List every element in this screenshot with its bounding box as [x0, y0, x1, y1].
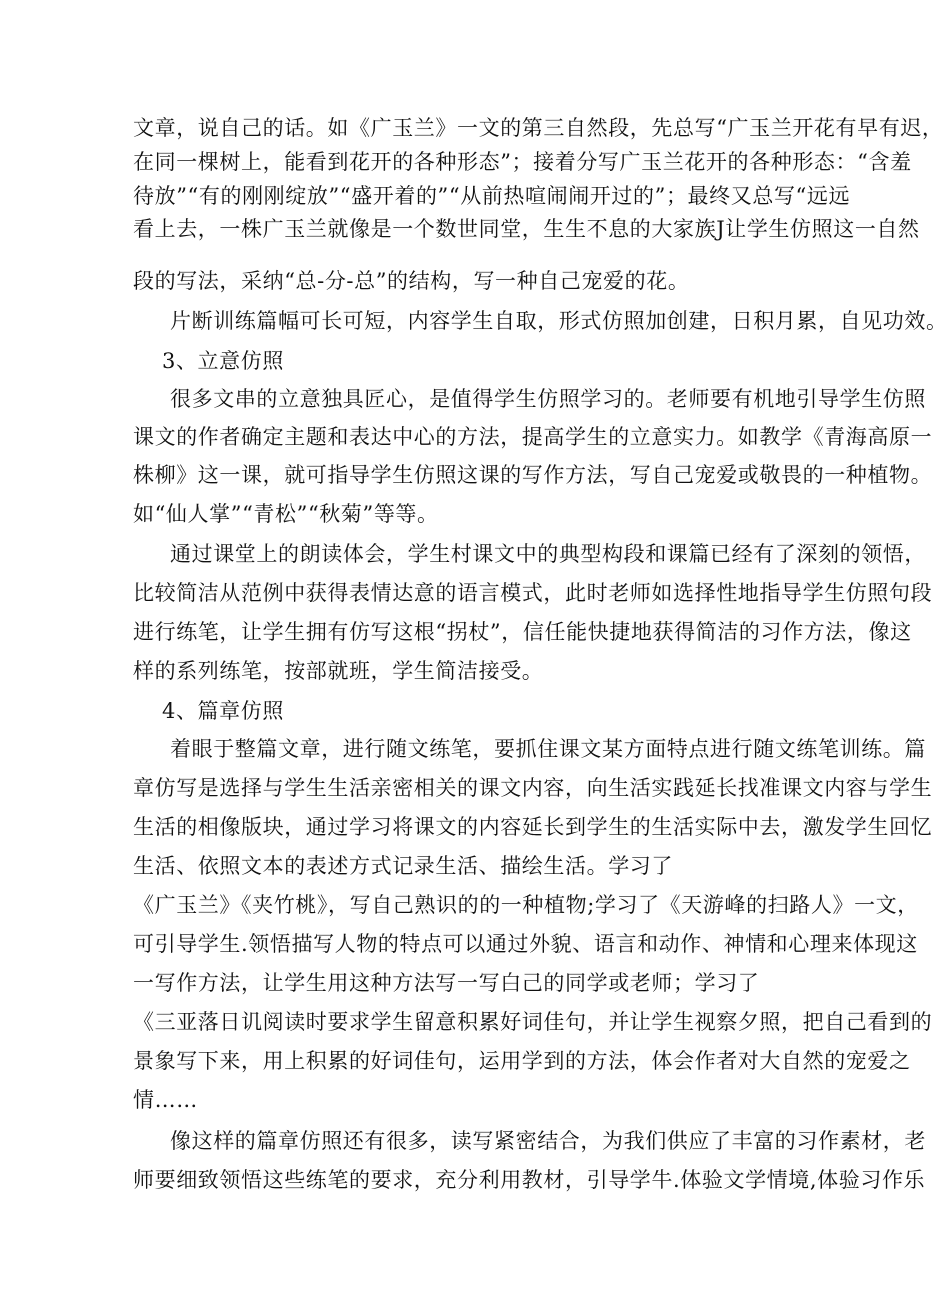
text-line: 看上去，一株广玉兰就像是一个数世同堂，生生不息的大家族J让学生仿照这一自然	[133, 217, 920, 241]
text-line: 章仿写是选择与学生生活亲密相关的课文内容，向生活实践延长找准课文内容与学生	[133, 776, 933, 800]
text-line: 如“仙人掌”“青松”“秋菊”等等。	[133, 502, 439, 526]
text-line: 《三亚落日讥阅读时要求学生留意积累好词佳句，并让学生视察夕照，把自己看到的	[133, 1010, 933, 1034]
text-line: 株柳》这一课，就可指导学生仿照这课的写作方法，写自己宠爱或敬畏的一种植物。	[133, 463, 933, 487]
text-line: 待放”“有的刚刚绽放”“盛开着的”“从前热喧闹闹开过的”；最终又总写“远远	[133, 184, 851, 208]
text-line: 像这样的篇章仿照还有很多，读写紧密结合，为我们供应了丰富的习作素材，老	[170, 1129, 926, 1153]
text-line: 样的系列练笔，按部就班，学生简洁接受。	[133, 659, 544, 683]
text-line: 课文的作者确定主题和表达中心的方法，提高学生的立意实力。如教学《青海高原一	[133, 425, 933, 449]
text-line: 《广玉兰》《夹竹桃》，写自己熟识的的一种植物;学习了《天游峰的扫路人》一文，	[133, 893, 919, 917]
section-heading: 3、立意仿照	[162, 349, 284, 373]
text-line: 师要细致领悟这些练笔的要求，充分利用教材，引导学牛.体验文学情境,体验习作乐	[133, 1168, 926, 1192]
text-line: 生活、依照文本的表述方式记录生活、描绘生活。学习了	[133, 854, 673, 878]
section-heading: 4、篇章仿照	[162, 699, 284, 723]
text-line: 着眼于整篇文章，进行随文练笔，要抓住课文某方面特点进行随文练笔训练。篇	[170, 737, 926, 761]
text-line: 比较简洁从范例中获得表情达意的语言模式，此时老师如选择性地指导学生仿照句段	[133, 581, 933, 605]
text-line: 一写作方法，让学生用这种方法写一写白己的同学或老师；学习了	[133, 971, 760, 995]
text-line: 可引导学生.领悟描写人物的特点可以通过外貌、语言和动作、神情和心理来体现这	[133, 932, 918, 956]
text-line: 景象写下来，用上积累的好词佳句，运用学到的方法，体会作者对大自然的宠爱之	[133, 1049, 911, 1073]
text-line: 生活的相像版块，通过学习将课文的内容延长到学生的生活实际中去，激发学生回忆	[133, 815, 933, 839]
text-line: 在同一棵树上，能看到花开的各种形态”；接着分写广玉兰花开的各种形态：“含羞	[133, 150, 912, 174]
text-line: 进行练笔，让学生拥有仿写这根“拐杖”，信任能快捷地获得简洁的习作方法，像这	[133, 620, 912, 644]
text-line: 很多文串的立意独具匠心，是值得学生仿照学习的。老师要有机地引导学生仿照	[170, 387, 926, 411]
text-line: 情……	[133, 1088, 198, 1112]
text-line: 文章，说自己的话。如《广玉兰》一文的第三自然段，先总写“广玉兰开花有早有迟，	[133, 116, 944, 140]
text-line: 片断训练篇幅可长可短，内容学生自取，形式仿照加创建，日积月累，自见功效。	[170, 309, 948, 333]
text-line: 段的写法，采纳“总-分-总”的结构，写一种自己宠爱的花。	[133, 269, 690, 293]
text-line: 通过课堂上的朗读体会，学生村课文中的典型构段和课篇已经有了深刻的领悟，	[170, 542, 926, 566]
